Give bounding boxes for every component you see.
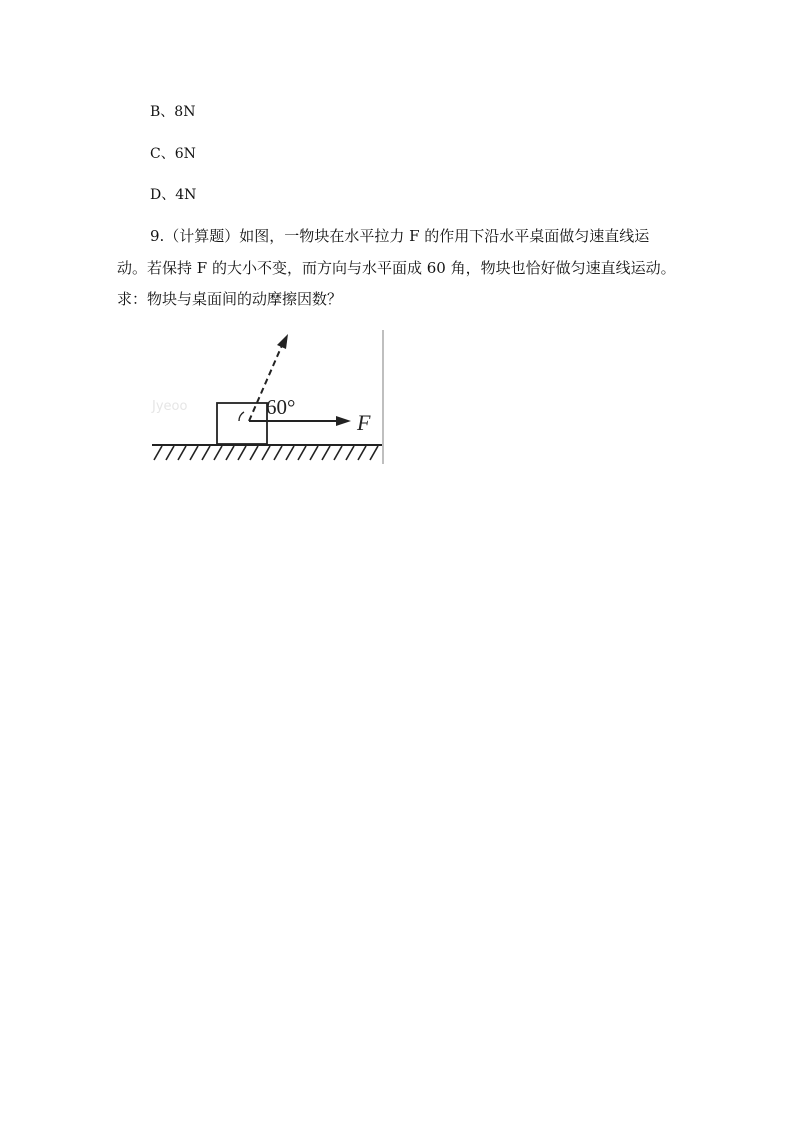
angle-label: 60°: [266, 395, 296, 419]
block: [217, 403, 267, 444]
dashed-force-arrowhead: [277, 334, 288, 349]
option-b: B、8N: [150, 104, 196, 120]
option-c: C、6N: [150, 146, 196, 162]
ground-hatching: [154, 446, 378, 460]
force-diagram: [150, 330, 386, 464]
question-line-2: 动。若保持 F 的大小不变，而方向与水平面成 60 角，物块也恰好做匀速直线运动。: [117, 259, 676, 277]
question-line-1: 9.（计算题）如图，一物块在水平拉力 F 的作用下沿水平桌面做匀速直线运: [150, 227, 650, 245]
force-arrowhead: [336, 416, 351, 426]
watermark-text: Jyeoo: [152, 399, 188, 414]
question-line-3: 求：物块与桌面间的动摩擦因数？: [117, 290, 343, 308]
angle-arc: [239, 412, 244, 421]
force-label: F: [357, 410, 371, 435]
option-d: D、4N: [150, 187, 197, 203]
